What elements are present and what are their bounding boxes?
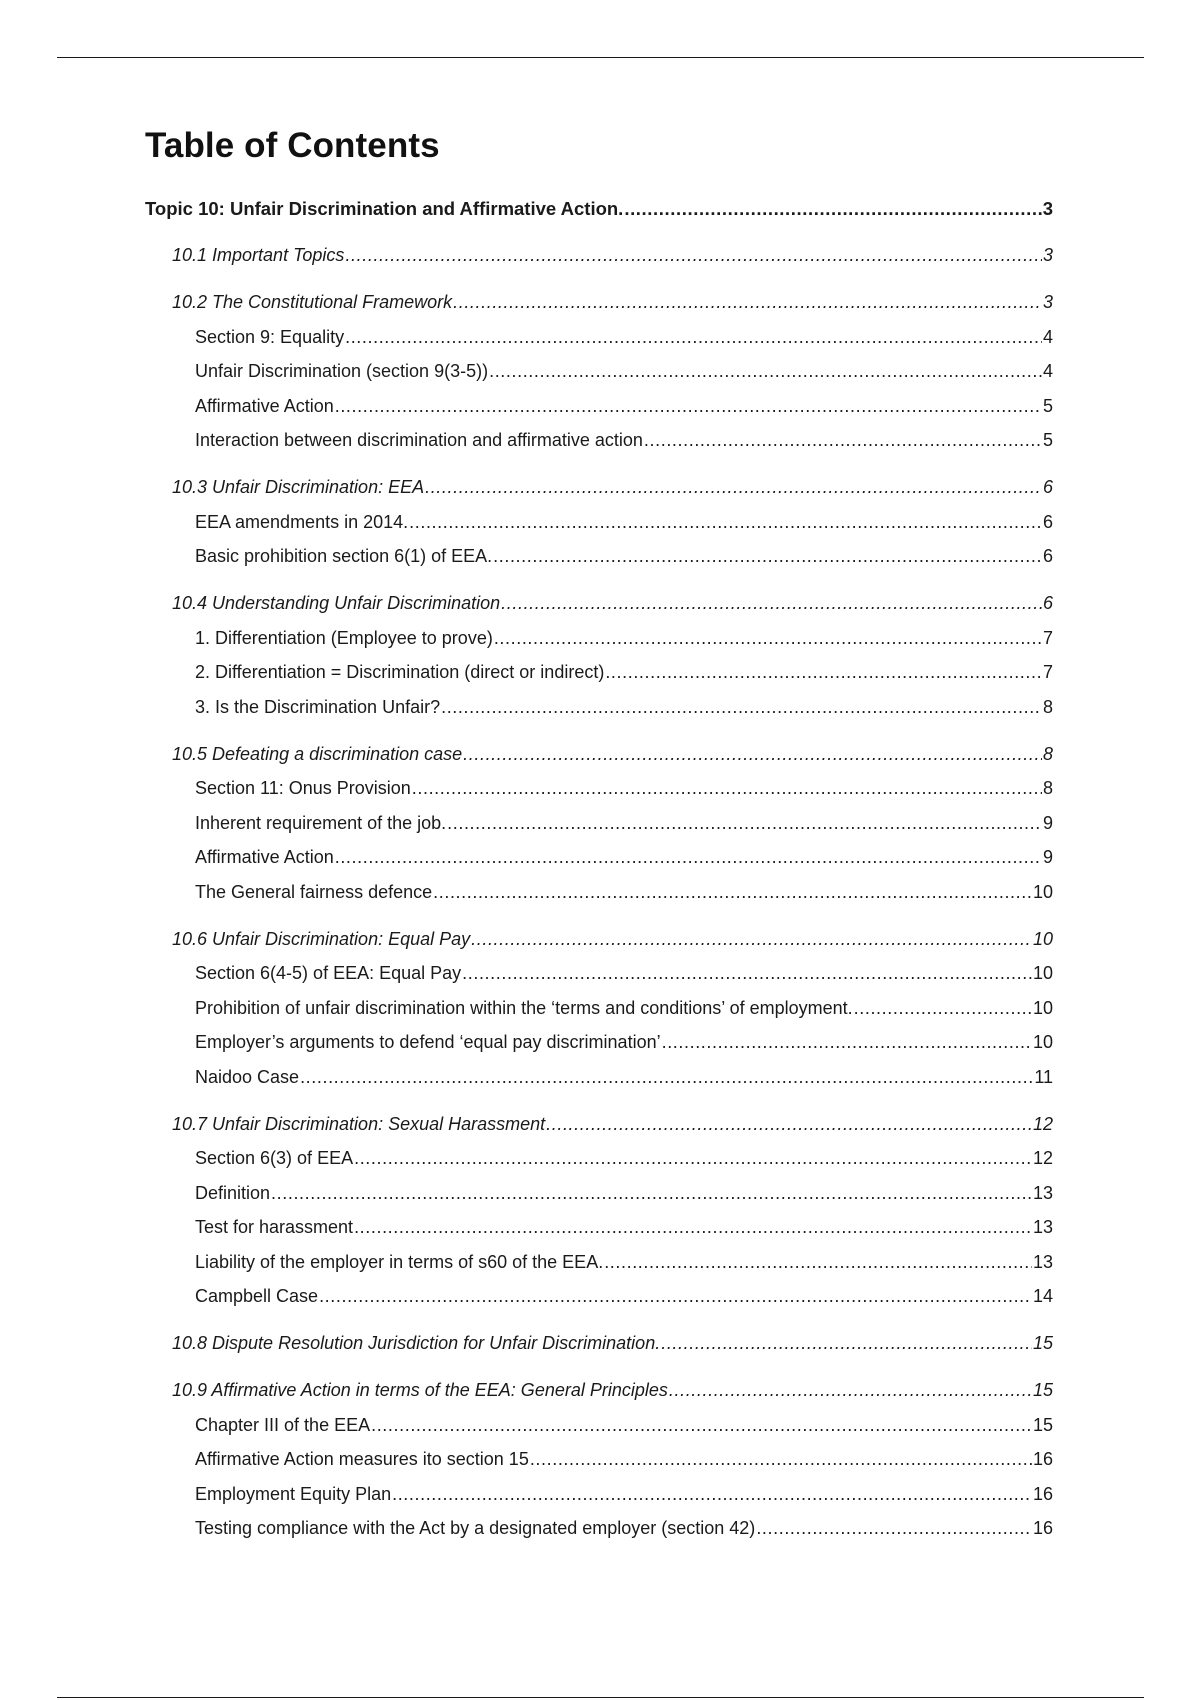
toc-entry[interactable] <box>145 1518 1053 1544</box>
toc-entry[interactable] <box>145 963 1053 989</box>
toc-dot-leader <box>604 1252 1032 1273</box>
toc-page-number: 11 <box>1034 1066 1053 1087</box>
toc-entry-title: Liability of the employer in terms of s60 of the EEA. <box>195 1251 604 1272</box>
toc-dot-leader <box>669 1380 1032 1401</box>
toc-entry-title: 10.1 Important Topics <box>172 245 345 265</box>
toc-page-number: 12 <box>1032 1148 1053 1168</box>
toc-entry[interactable] <box>145 847 1053 873</box>
toc-dot-leader <box>433 882 1032 903</box>
toc-entry-title: Affirmative Action <box>195 395 334 416</box>
toc-dot-leader <box>425 477 1042 498</box>
toc-entry-title: Test for harassment <box>195 1217 354 1237</box>
toc-entry[interactable] <box>145 662 1053 688</box>
toc-entry[interactable] <box>145 929 1053 955</box>
toc-dot-leader <box>319 1286 1032 1307</box>
toc-page-number: 15 <box>1032 1333 1053 1353</box>
toc-entry[interactable] <box>145 697 1053 723</box>
toc-dot-leader <box>441 697 1042 718</box>
toc-entry-title: Unfair Discrimination (section 9(3-5)) <box>195 361 489 381</box>
toc-entry[interactable] <box>145 361 1053 387</box>
toc-page-number: 6 <box>1042 593 1053 613</box>
toc-entry-title: 10.8 Dispute Resolution Jurisdiction for Unfair Discrimination. <box>172 1333 661 1353</box>
toc-dot-leader <box>661 1333 1032 1354</box>
toc-entry-title: The General fairness defence <box>195 881 433 902</box>
toc-page-number: 9 <box>1042 812 1053 833</box>
page-title: Table of Contents <box>145 126 440 165</box>
toc-page-number: 15 <box>1032 1414 1053 1435</box>
toc-dot-leader <box>354 1148 1032 1169</box>
toc-entry[interactable] <box>145 882 1053 908</box>
toc-dot-leader <box>471 929 1032 950</box>
toc-page-number: 16 <box>1032 1518 1053 1538</box>
toc-dot-leader <box>354 1217 1032 1238</box>
toc-dot-leader <box>854 998 1032 1019</box>
toc-entry[interactable] <box>145 744 1053 770</box>
toc-dot-leader <box>335 396 1042 417</box>
toc-dot-leader <box>756 1518 1032 1539</box>
toc-dot-leader <box>489 361 1042 382</box>
toc-entry-title: 10.6 Unfair Discrimination: Equal Pay <box>172 928 471 949</box>
toc-entry[interactable] <box>145 1286 1053 1312</box>
toc-entry-title: Affirmative Action <box>195 847 334 867</box>
toc-dot-leader <box>501 593 1042 614</box>
toc-entry[interactable] <box>145 396 1053 422</box>
toc-page-number: 4 <box>1042 326 1053 347</box>
toc-entry[interactable] <box>145 1067 1053 1093</box>
toc-dot-leader <box>624 198 1041 220</box>
toc-dot-leader <box>644 430 1042 451</box>
toc-page-number: 10 <box>1032 1032 1053 1052</box>
toc-page-number: 3 <box>1042 198 1053 219</box>
toc-entry[interactable] <box>145 1148 1053 1174</box>
toc-page-number: 5 <box>1042 395 1053 416</box>
toc-entry-title: Affirmative Action measures ito section 15 <box>195 1449 529 1469</box>
toc-dot-leader <box>662 1032 1032 1053</box>
toc-page-number: 6 <box>1042 477 1053 497</box>
toc-dot-leader <box>605 662 1042 683</box>
toc-dot-leader <box>494 628 1042 649</box>
toc-page-number: 4 <box>1042 361 1053 381</box>
toc-entry-title: Interaction between discrimination and affirmative action <box>195 430 643 450</box>
toc-page-number: 10 <box>1032 963 1053 983</box>
toc-page-number: 7 <box>1042 662 1053 682</box>
toc-page-number: 15 <box>1032 1380 1053 1400</box>
toc-dot-leader <box>453 292 1042 313</box>
toc-entry[interactable] <box>145 1032 1053 1058</box>
toc-page-number: 13 <box>1032 1217 1053 1237</box>
toc-entry-title: Topic 10: Unfair Discrimination and Affirmative Action. <box>145 198 624 219</box>
toc-entry-title: 10.5 Defeating a discrimination case <box>172 743 463 764</box>
toc-entry[interactable] <box>145 1484 1053 1510</box>
toc-entry-title: Prohibition of unfair discrimination within the ‘terms and conditions’ of employment. <box>195 997 853 1018</box>
toc-entry[interactable] <box>145 1380 1053 1406</box>
toc-entry-title: Chapter III of the EEA <box>195 1414 371 1435</box>
toc-dot-leader <box>345 245 1042 266</box>
toc-entry[interactable] <box>145 1217 1053 1243</box>
toc-entry-title: 1. Differentiation (Employee to prove) <box>195 627 493 648</box>
toc-dot-leader <box>463 744 1042 765</box>
toc-entry[interactable] <box>145 778 1053 804</box>
toc-entry-title: 10.4 Understanding Unfair Discrimination <box>172 593 501 613</box>
toc-dot-leader <box>409 512 1042 533</box>
toc-page-number: 10 <box>1032 928 1053 949</box>
toc-entry[interactable] <box>145 593 1053 619</box>
toc-page-number: 6 <box>1042 511 1053 532</box>
toc-entry-title: Section 6(3) of EEA <box>195 1148 354 1168</box>
toc-entry-title: 10.9 Affirmative Action in terms of the EEA: General Principles <box>172 1380 668 1400</box>
toc-page-number: 16 <box>1032 1483 1053 1504</box>
toc-dot-leader <box>462 963 1032 984</box>
toc-dot-leader <box>546 1114 1032 1135</box>
toc-entry[interactable] <box>145 1449 1053 1475</box>
toc-page-number: 13 <box>1032 1251 1053 1272</box>
toc-entry-title: Definition <box>195 1182 271 1203</box>
toc-entry-title: Campbell Case <box>195 1286 319 1306</box>
toc-dot-leader <box>447 813 1042 834</box>
toc-entry[interactable] <box>145 998 1053 1024</box>
toc-entry[interactable] <box>145 813 1053 839</box>
toc-dot-leader <box>300 1067 1033 1088</box>
toc-entry-title: Naidoo Case <box>195 1066 300 1087</box>
toc-page-number: 3 <box>1042 292 1053 312</box>
toc-entry[interactable] <box>145 1333 1053 1359</box>
toc-entry-title: 10.3 Unfair Discrimination: EEA <box>172 477 425 497</box>
toc-entry[interactable] <box>145 1252 1053 1278</box>
toc-page-number: 5 <box>1042 430 1053 450</box>
toc-entry-title: Employment Equity Plan <box>195 1483 392 1504</box>
toc-dot-leader <box>345 327 1042 348</box>
toc-entry[interactable] <box>145 292 1053 318</box>
toc-dot-leader <box>371 1415 1032 1436</box>
toc-entry-title: 10.7 Unfair Discrimination: Sexual Harassment <box>172 1113 546 1134</box>
toc-entry[interactable] <box>145 477 1053 503</box>
toc-page-number: 3 <box>1042 245 1053 265</box>
toc-page-number: 7 <box>1042 627 1053 648</box>
toc-entry-title: Section 9: Equality <box>195 326 345 347</box>
toc-entry-title: Basic prohibition section 6(1) of EEA. <box>195 546 493 566</box>
toc-entry[interactable] <box>145 327 1053 353</box>
toc-page-number: 10 <box>1032 881 1053 902</box>
toc-dot-leader <box>271 1183 1032 1204</box>
toc-page-number: 12 <box>1032 1113 1053 1134</box>
toc-dot-leader <box>530 1449 1032 1470</box>
toc-entry-title: EEA amendments in 2014. <box>195 511 409 532</box>
toc-entry-title: Section 6(4-5) of EEA: Equal Pay <box>195 963 462 983</box>
footer-rule <box>57 1697 1144 1698</box>
toc-page-number: 14 <box>1032 1286 1053 1306</box>
toc-entry[interactable] <box>145 198 1053 224</box>
toc-page-number: 10 <box>1032 997 1053 1018</box>
toc-entry[interactable] <box>145 1114 1053 1140</box>
toc-page-number: 16 <box>1032 1449 1053 1469</box>
toc-page-number: 13 <box>1032 1182 1053 1203</box>
table-of-contents <box>145 198 1053 1544</box>
toc-entry[interactable] <box>145 1415 1053 1441</box>
toc-dot-leader <box>392 1484 1032 1505</box>
toc-page-number: 9 <box>1042 847 1053 867</box>
toc-dot-leader <box>493 546 1042 567</box>
toc-entry-title: 10.2 The Constitutional Framework <box>172 292 453 312</box>
toc-page-number: 8 <box>1042 743 1053 764</box>
toc-entry[interactable] <box>145 245 1053 271</box>
toc-entry-title: 3. Is the Discrimination Unfair? <box>195 696 441 717</box>
toc-page-number: 8 <box>1042 696 1053 717</box>
toc-entry-title: Section 11: Onus Provision <box>195 778 411 798</box>
toc-entry[interactable] <box>145 1183 1053 1209</box>
toc-entry[interactable] <box>145 628 1053 654</box>
toc-entry-title: Testing compliance with the Act by a designated employer (section 42) <box>195 1518 756 1538</box>
toc-page-number: 6 <box>1042 546 1053 566</box>
toc-entry[interactable] <box>145 546 1053 572</box>
toc-entry-title: Inherent requirement of the job. <box>195 812 447 833</box>
toc-page-number: 8 <box>1042 778 1053 798</box>
toc-dot-leader <box>412 778 1042 799</box>
header-rule <box>57 57 1144 58</box>
toc-dot-leader <box>335 847 1042 868</box>
toc-entry-title: Employer’s arguments to defend ‘equal pay discrimination’ <box>195 1032 661 1052</box>
toc-entry[interactable] <box>145 430 1053 456</box>
toc-entry[interactable] <box>145 512 1053 538</box>
toc-entry-title: 2. Differentiation = Discrimination (direct or indirect) <box>195 662 605 682</box>
